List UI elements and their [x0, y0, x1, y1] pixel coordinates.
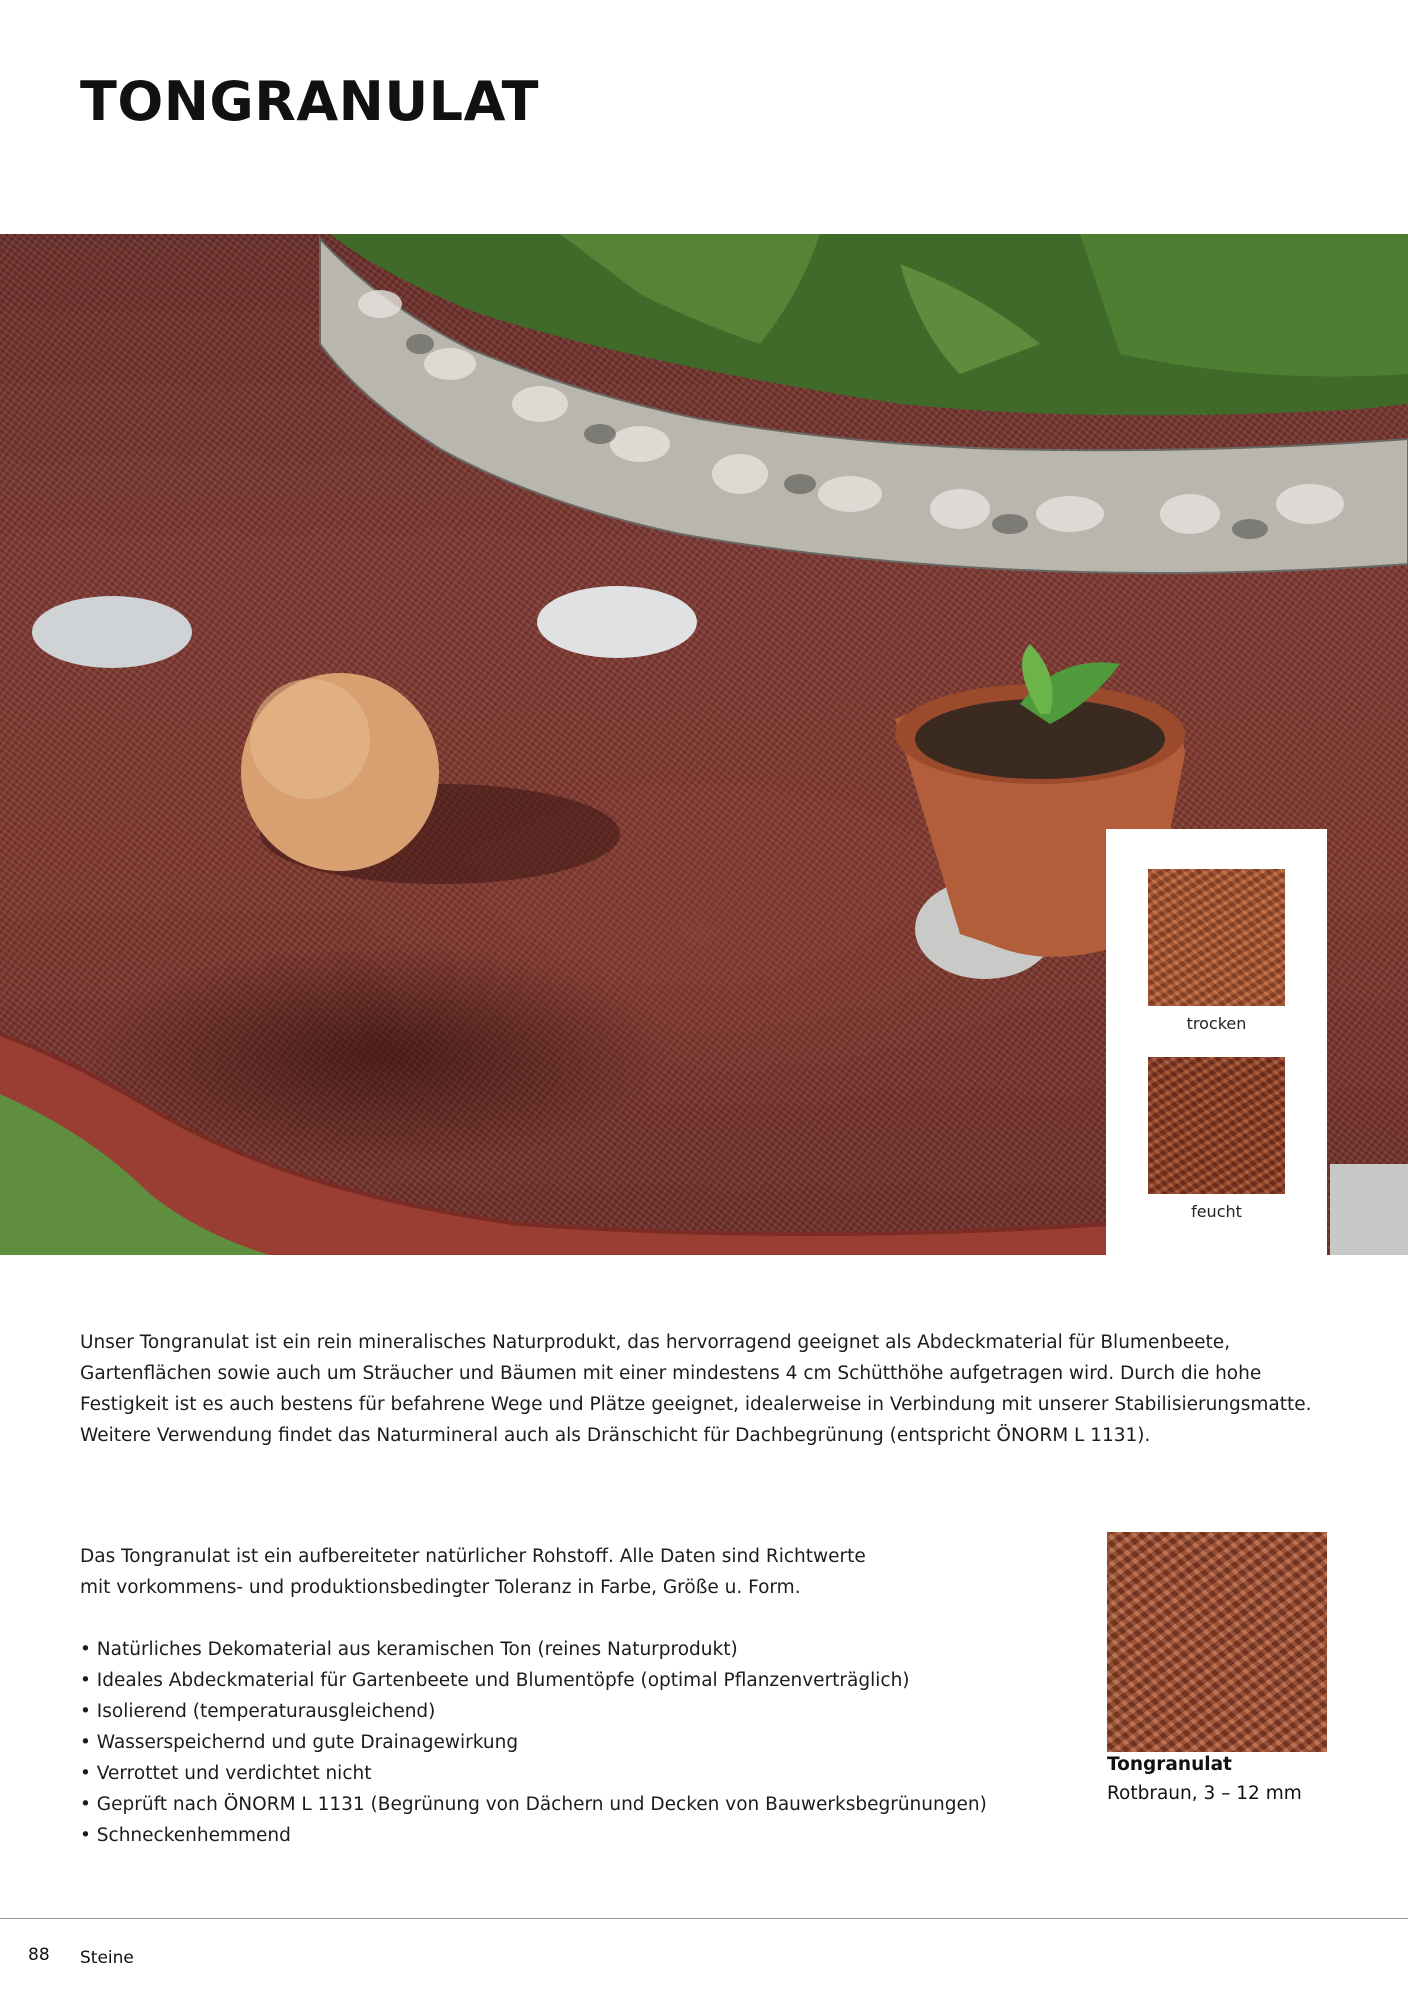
swatch-dry-label: trocken — [1186, 1014, 1247, 1033]
list-item: • Verrottet und verdichtet nicht — [80, 1758, 987, 1789]
swatch-dry-image — [1148, 869, 1285, 1006]
swatch-wet-image — [1148, 1057, 1285, 1194]
list-item: • Ideales Abdeckmaterial für Gartenbeete und Blumentöpfe (optimal Pflanzenverträglich) — [80, 1665, 987, 1696]
hero-photo — [0, 234, 1408, 1255]
intro-paragraph: Unser Tongranulat ist ein rein mineralisches Naturprodukt, das hervorragend geeignet als Abdeckmaterial für Blumenbeete, Gartenflächen sowie auch um Sträucher und Bäumen mit einer mindestens 4 cm Schütthöhe aufgetragen wird. Durch die hohe Festigkeit ist es auch bestens für befahrene Wege und Plätze geeignet, idealerweise in Verbindung mit unserer Stabilisierungsmatte. Weitere Verwendung findet das Naturmineral auch als Dränschicht für Dachbegrünung (entspricht ÖNORM L 1131). — [80, 1332, 1312, 1446]
section-name: Steine — [80, 1948, 134, 1968]
swatch-wet-label: feucht — [1191, 1202, 1242, 1221]
page-title: TONGRANULAT — [80, 70, 540, 133]
list-item: • Isolierend (temperaturausgleichend) — [80, 1696, 987, 1727]
list-item: • Geprüft nach ÖNORM L 1131 (Begrünung von Dächern und Decken von Bauwerksbegrünungen) — [80, 1789, 987, 1820]
list-item: • Wasserspeichernd und gute Drainagewirkung — [80, 1727, 987, 1758]
footer-divider — [0, 1918, 1408, 1919]
product-name: Tongranulat — [1107, 1754, 1232, 1775]
list-item: • Schneckenhemmend — [80, 1820, 987, 1851]
note-paragraph: Das Tongranulat ist ein aufbereiteter natürlicher Rohstoff. Alle Daten sind Richtwerte mit vorkommens- und produktionsbedingter Toleranz in Farbe, Größe u. Form. — [80, 1546, 866, 1598]
product-image — [1107, 1532, 1327, 1752]
product-description: Rotbraun, 3 – 12 mm — [1107, 1783, 1302, 1804]
list-item: • Natürliches Dekomaterial aus keramischen Ton (reines Naturprodukt) — [80, 1634, 987, 1665]
page-number: 88 — [28, 1945, 50, 1965]
feature-list — [80, 1634, 987, 1851]
swatch-panel — [1106, 829, 1327, 1255]
